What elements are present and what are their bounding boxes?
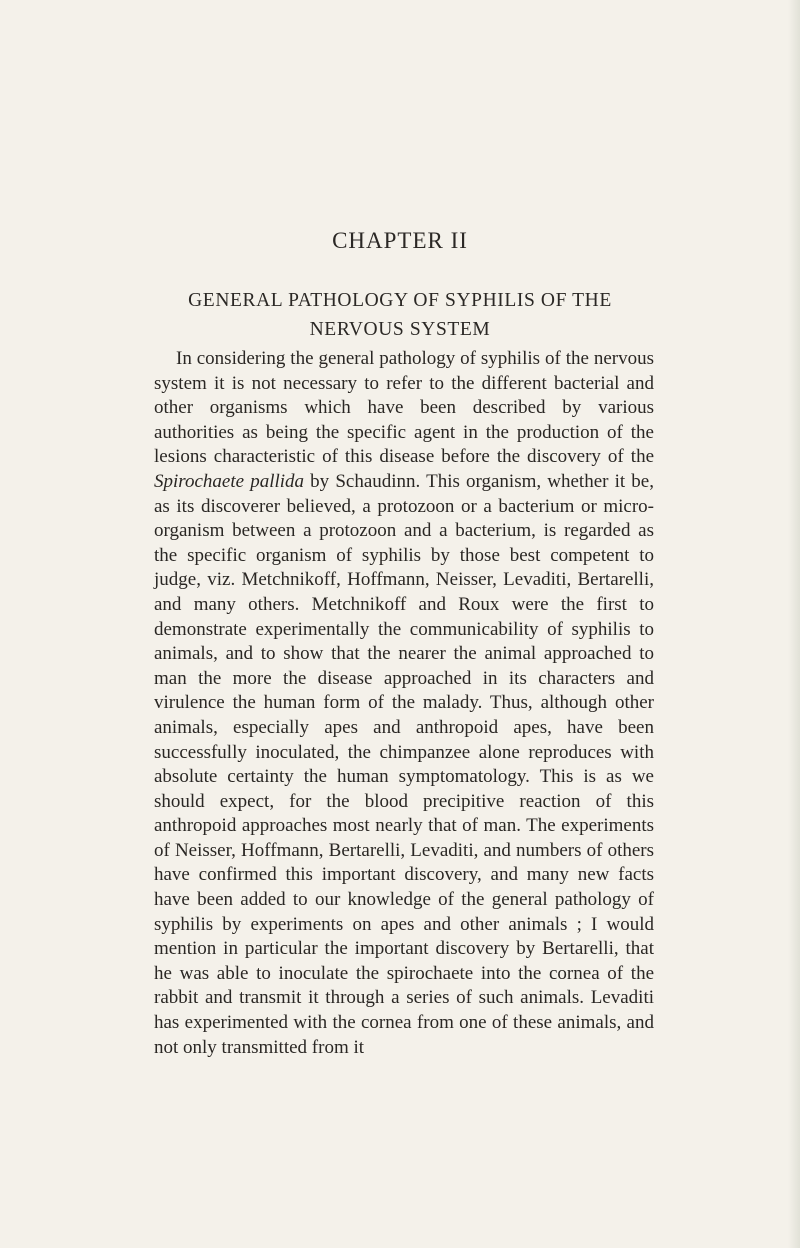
chapter-title: GENERAL PATHOLOGY OF SYPHILIS OF THE NERVOUS SYSTEM: [188, 290, 612, 340]
chapter-label: CHAPTER II: [332, 228, 468, 253]
paragraph-text-part-2: by Schaudinn. This organism, whether it be, as its discoverer believed, a protozoon or a bacterium or micro-organism between a protozoon and a bacterium, is regarded as the specific organism of syphilis by those best competent to judge, viz. Metchnikoff, Hoffmann, Neisser, Levaditi, Bertarelli, and many others. Metchnikoff and Roux were the first to demonstrate experimentally the communicability of syphilis to animals, and to show that the nearer the animal approached to man the more the disease approached in its characters and virulence the human form of the malady. Thus, although other animals, especially apes and anthropoid apes, have been successfully inoculated, the chimpanzee alone reproduces with absolute certainty the human symptomatology. This is as we should expect, for the blood precipitive reaction of this anthropoid approaches most nearly that of man. The experiments of Neisser, Hoffmann, Bertarelli, Levaditi, and numbers of others have confirmed this important discovery, and many new facts have been added to our knowledge of the general pathology of syphilis by experiments on apes and other animals ; I would mention in particular the important discovery by Bertarelli, that he was able to inoculate the spirochaete into the cornea of the rabbit and transmit it through a series of such animals. Levaditi has experimented with the cornea from one of these animals, and not only transmitted from it: [154, 470, 654, 1058]
page-edge-shadow: [788, 0, 800, 1248]
body-paragraph: [154, 347, 654, 1060]
paragraph-text-part-1: In considering the general pathology of syphilis of the nervous system it is not necessary to refer to the different bacterial and other organisms which have been described by various authorities as being the specific agent in the production of the lesions characteristic of this disease before the discovery of the: [154, 348, 654, 468]
italic-organism-name: Spirochaete pallida: [154, 470, 305, 492]
